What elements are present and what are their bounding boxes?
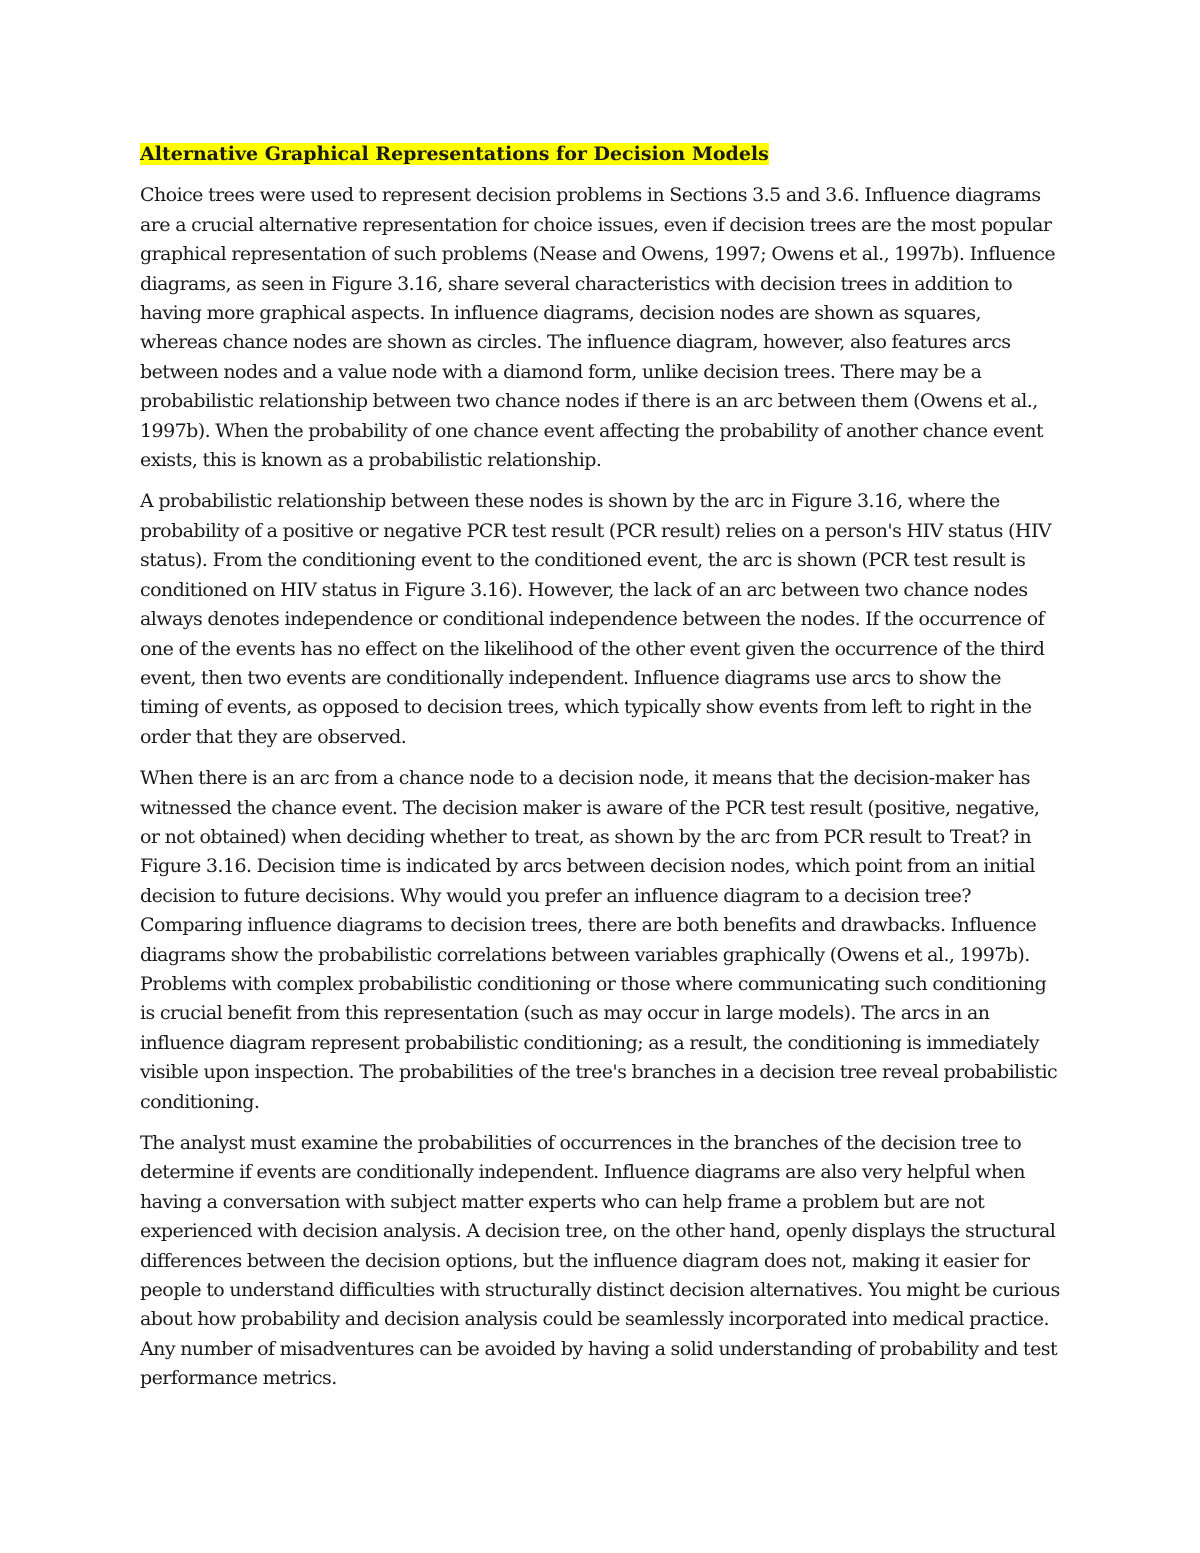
document-title [140, 140, 1062, 169]
paragraph-1: Choice trees were used to represent decision problems in Sections 3.5 and 3.6. Influence diagrams are a crucial alternative representation for choice issues, even if decision trees are the most popular graphical representation of such problems (Nease and Owens, 1997; Owens et al., 1997b). Influence diagrams, as seen in Figure 3.16, share several characteristics with decision trees in addition to having more graphical aspects. In influence diagrams, decision nodes are shown as squares, whereas chance nodes are shown as circles. The influence diagram, however, also features arcs between nodes and a value node with a diamond form, unlike decision trees. There may be a probabilistic relationship between two chance nodes if there is an arc between them (Owens et al., 1997b). When the probability of one chance event affecting the probability of another chance event exists, this is known as a probabilistic relationship. [140, 184, 1056, 472]
paragraph-4: The analyst must examine the probabilities of occurrences in the branches of the decision tree to determine if events are conditionally independent. Influence diagrams are also very helpful when having a conversation with subject matter experts who can help frame a problem but are not experienced with decision analysis. A decision tree, on the other hand, openly displays the structural differences between the decision options, but the influence diagram does not, making it easier for people to understand difficulties with structurally distinct decision alternatives. You might be curious about how probability and decision analysis could be seamlessly incorporated into medical practice. Any number of misadventures can be avoided by having a solid understanding of probability and test performance metrics. [140, 1132, 1060, 1390]
paragraph-2: A probabilistic relationship between these nodes is shown by the arc in Figure 3.16, where the probability of a positive or negative PCR test result (PCR result) relies on a person's HIV status (HIV status). From the conditioning event to the conditioned event, the arc is shown (PCR test result is conditioned on HIV status in Figure 3.16). However, the lack of an arc between two chance nodes always denotes independence or conditional independence between the nodes. If the occurrence of one of the events has no effect on the likelihood of the other event given the occurrence of the third event, then two events are conditionally independent. Influence diagrams use arcs to show the timing of events, as opposed to decision trees, which typically show events from left to right in the order that they are observed. [140, 490, 1052, 748]
title-highlight: Alternative Graphical Representations for Decision Models [140, 143, 769, 165]
document-body [140, 140, 1062, 1406]
paragraph-3: When there is an arc from a chance node to a decision node, it means that the decision-maker has witnessed the chance event. The decision maker is aware of the PCR test result (positive, negative, or not obtained) when deciding whether to treat, as shown by the arc from PCR result to Treat? in Figure 3.16. Decision time is indicated by arcs between decision nodes, which point from an initial decision to future decisions. Why would you prefer an influence diagram to a decision tree? Comparing influence diagrams to decision trees, there are both benefits and drawbacks. Influence diagrams show the probabilistic correlations between variables graphically (Owens et al., 1997b). Problems with complex probabilistic conditioning or those where communicating such conditioning is crucial benefit from this representation (such as may occur in large models). The arcs in an influence diagram represent probabilistic conditioning; as a result, the conditioning is immediately visible upon inspection. The probabilities of the tree's branches in a decision tree reveal probabilistic conditioning. [140, 767, 1058, 1113]
